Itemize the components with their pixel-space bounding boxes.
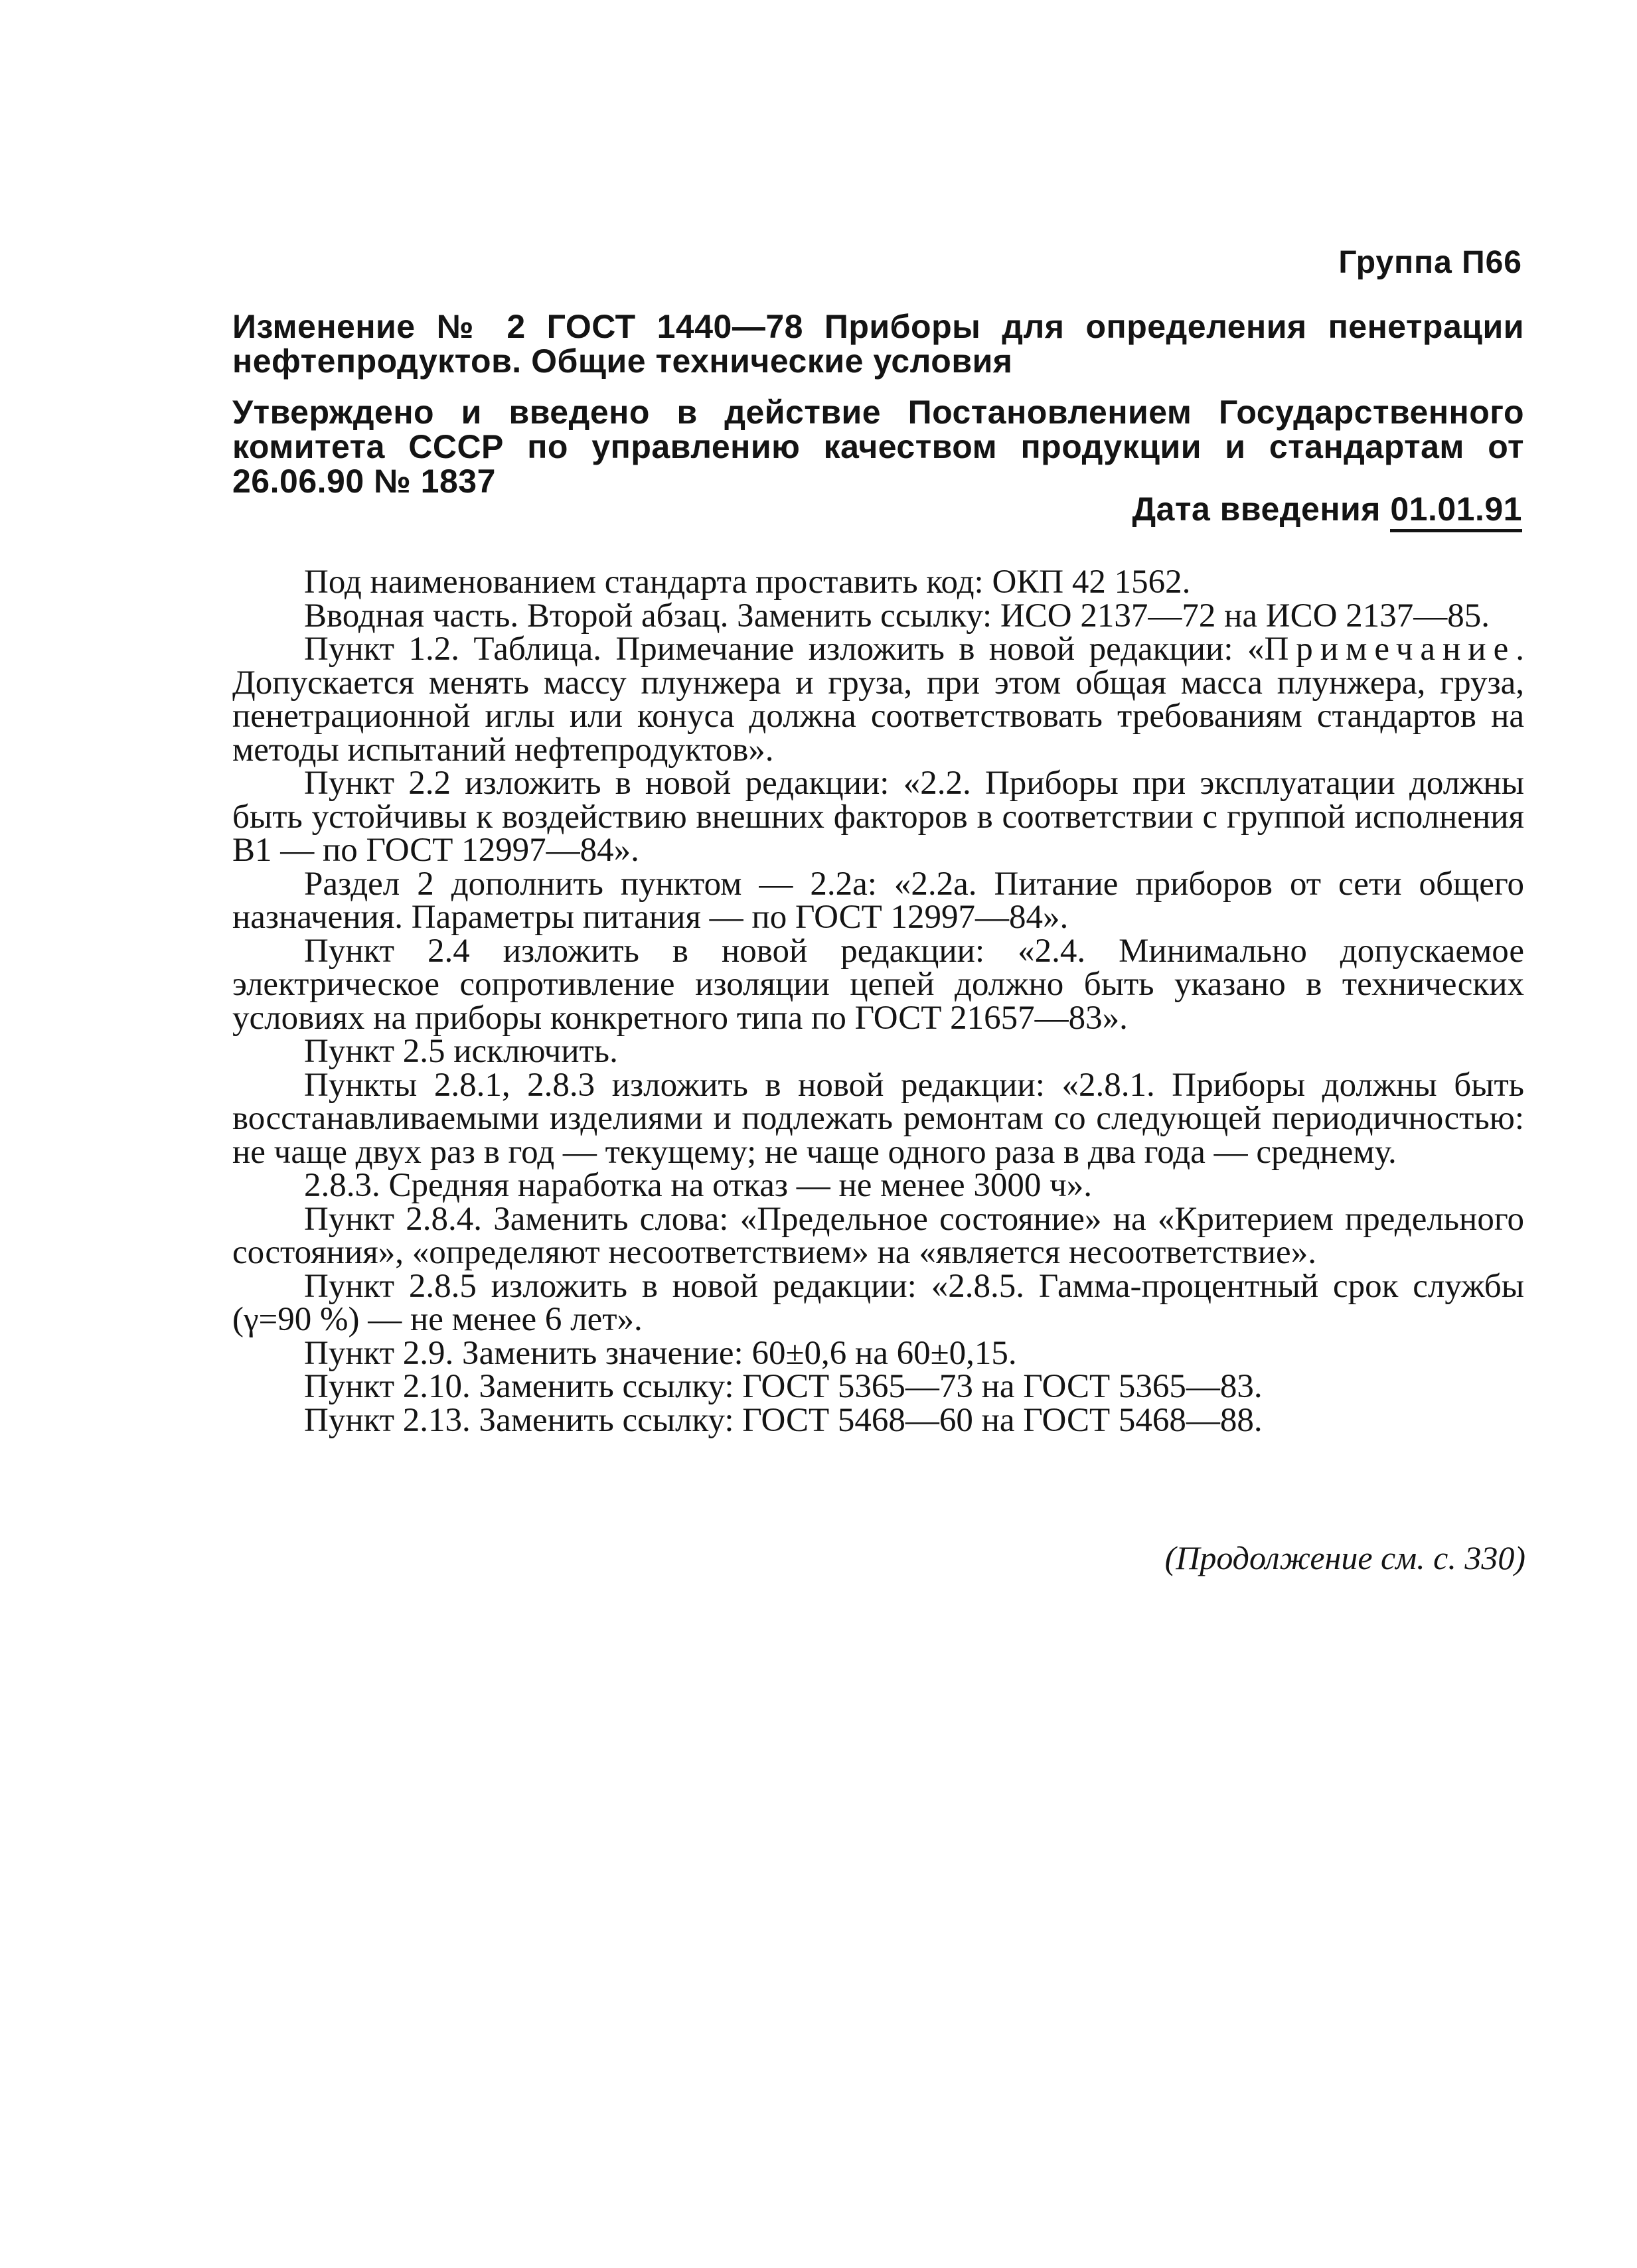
paragraph-item-2-9: Пункт 2.9. Заменить значение: 60±0,6 на 60±0,15. — [304, 1334, 1017, 1372]
paragraph-item-1-2 — [232, 633, 1524, 767]
approval-statement: Утверждено и введено в действие Постановлением Государственного комитета СССР по управлению качеством продукции и стандартам от 26.06.90 № 1837 — [232, 394, 1524, 500]
date-label: Дата введения — [1132, 491, 1381, 528]
amendment-title: Изменение № 2 ГОСТ 1440—78 Приборы для определения пенетрации нефтепродуктов. Общие технические условия — [232, 308, 1524, 380]
date-value: 01.01.91 — [1390, 491, 1522, 532]
paragraph-item-2-10: Пункт 2.10. Заменить ссылку: ГОСТ 5365—73 на ГОСТ 5365—83. — [304, 1368, 1263, 1405]
paragraph-item-2-2: Пункт 2.2 изложить в новой редакции: «2.2. Приборы при эксплуатации должны быть устойчивы к воздействию внешних факторов в соответствии с группой исполнения В1 — по ГОСТ 12997—84». — [232, 765, 1524, 869]
paragraph-okp-code: Под наименованием стандарта проставить код: ОКП 42 1562. — [304, 564, 1191, 601]
paragraph-item-1-2-rest: . Допускается менять массу плунжера и груза, при этом общая масса плунжера, груза, пенетрационной иглы или конуса должна соответствовать требованиям стандартов на методы испытаний нефтепродуктов». — [232, 631, 1524, 769]
paragraph-item-2-4: Пункт 2.4 изложить в новой редакции: «2.4. Минимально допускаемое электрическое сопротивление изоляции цепей должно быть указано в технических условиях на приборы конкретного типа по ГОСТ 21657—83». — [232, 932, 1524, 1037]
amendment-body — [232, 566, 1524, 1437]
continuation-note: (Продолжение см. с. 330) — [1164, 1539, 1525, 1576]
paragraph-item-2-8-5: Пункт 2.8.5 изложить в новой редакции: «2.8.5. Гамма-процентный срок службы (γ=90 %) — не менее 6 лет». — [232, 1267, 1524, 1338]
paragraph-item-2-8-4: Пункт 2.8.4. Заменить слова: «Предельное состояние» на «Критерием предельного состояния», «определяют несоответствием» на «является несоответствие». — [232, 1200, 1524, 1271]
note-spaced-word: Примечание — [1264, 631, 1516, 668]
paragraph-item-2-8-1: Пункты 2.8.1, 2.8.3 изложить в новой редакции: «2.8.1. Приборы должны быть восстанавливаемыми изделиями и подлежать ремонтам со следующей периодичностью: не чаще двух раз в год — текущему; не чаще одного раза в два года — среднему. — [232, 1066, 1524, 1171]
paragraph-item-2-5: Пункт 2.5 исключить. — [304, 1033, 618, 1070]
paragraph-item-1-2-lead: Пункт 1.2. Таблица. Примечание изложить в новой редакции: « — [304, 631, 1265, 668]
paragraph-item-2-8-3: 2.8.3. Средняя наработка на отказ — не менее 3000 ч». — [304, 1167, 1093, 1204]
introduction-date — [1132, 490, 1522, 528]
group-code: Группа П66 — [1338, 245, 1522, 280]
paragraph-item-2-2a: Раздел 2 дополнить пунктом — 2.2а: «2.2а. Питание приборов от сети общего назначения. Параметры питания — по ГОСТ 12997—84». — [232, 865, 1524, 936]
paragraph-intro-reference: Вводная часть. Второй абзац. Заменить ссылку: ИСО 2137—72 на ИСО 2137—85. — [304, 597, 1490, 635]
paragraph-item-2-13: Пункт 2.13. Заменить ссылку: ГОСТ 5468—60 на ГОСТ 5468—88. — [304, 1401, 1263, 1439]
